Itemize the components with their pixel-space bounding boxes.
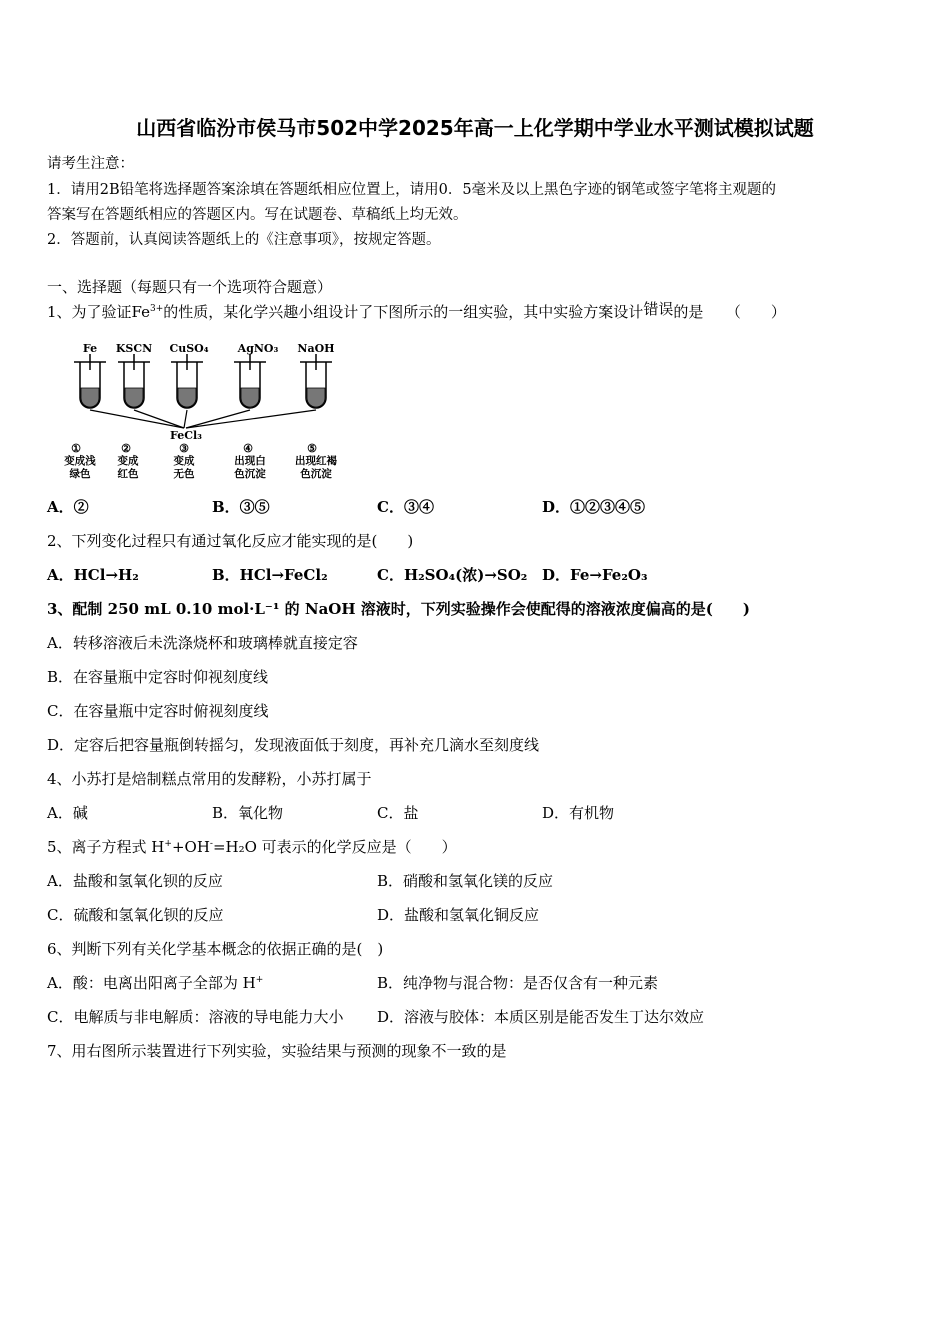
liquid-1 xyxy=(81,388,99,407)
q3-option-c[interactable]: C．在容量瓶中定容时俯视刻度线 xyxy=(47,702,269,720)
q5-option-a[interactable]: A．盐酸和氢氧化钡的反应 xyxy=(47,872,223,890)
q5-stem-part: +OH xyxy=(171,838,210,856)
q5-stem-sup: - xyxy=(209,839,213,849)
notice-item-1-cont: 答案写在答题纸相应的答题区内。写在试题卷、草稿纸上均无效。 xyxy=(47,207,468,223)
q1-option-b[interactable]: B．③⑤ xyxy=(212,498,270,516)
q5-option-d[interactable]: D．盐酸和氢氧化铜反应 xyxy=(377,906,540,924)
tube-number: ② xyxy=(121,442,131,455)
q1-stem-part: 的是 （ ） xyxy=(673,303,786,321)
tube-number: ③ xyxy=(179,442,189,455)
liquid-3 xyxy=(178,388,196,407)
q1-option-c[interactable]: C．③④ xyxy=(377,498,434,516)
q4-option-d[interactable]: D．有机物 xyxy=(542,804,615,822)
q3-option-b[interactable]: B．在容量瓶中定容时仰视刻度线 xyxy=(47,668,269,686)
result-text: 变成 xyxy=(117,455,139,467)
result-text: 色沉淀 xyxy=(234,468,266,480)
liquid-5 xyxy=(307,388,325,407)
liquid-2 xyxy=(125,388,143,407)
q1-stem-sup: 3+ xyxy=(150,304,164,314)
result-text: 出现红褐 xyxy=(295,455,337,467)
q4-option-c[interactable]: C．盐 xyxy=(377,804,419,822)
notice-item-2: 2．答题前，认真阅读答题纸上的《注意事项》，按规定答题。 xyxy=(47,232,441,248)
result-text: 绿色 xyxy=(69,468,91,480)
connector-lines xyxy=(90,410,316,428)
result-text: 红色 xyxy=(117,468,139,480)
result-text: 无色 xyxy=(173,468,195,480)
q5-option-c[interactable]: C．硫酸和氢氧化钡的反应 xyxy=(47,906,224,924)
q1-stem-emphasis: 错误 xyxy=(643,300,674,318)
q2-option-a[interactable]: A．HCl→H₂ xyxy=(47,566,139,584)
q1-test-tube-figure xyxy=(54,340,354,480)
q5-option-b[interactable]: B．硝酸和氢氧化镁的反应 xyxy=(377,872,554,890)
q4-option-b[interactable]: B．氧化物 xyxy=(212,804,284,822)
result-text: 变成 xyxy=(173,455,195,467)
q5-stem-part: 5、离子方程式 H xyxy=(47,838,165,856)
q6-option-c[interactable]: C．电解质与非电解质：溶液的导电能力大小 xyxy=(47,1008,344,1026)
tube-number: ⑤ xyxy=(307,442,317,455)
section-heading: 一、选择题（每题只有一个选项符合题意） xyxy=(47,278,333,296)
q4-option-a[interactable]: A．碱 xyxy=(47,804,88,822)
reagent-label: Fe xyxy=(82,342,98,355)
question-3-stem: 3、配制 250 mL 0.10 mol·L⁻¹ 的 NaOH 溶液时，下列实验操作会使配得的溶液浓度偏高的是( ) xyxy=(47,600,750,618)
q2-option-c[interactable]: C．H₂SO₄(浓)→SO₂ xyxy=(377,566,528,584)
result-text: 出现白 xyxy=(234,455,266,467)
question-6-stem: 6、判断下列有关化学基本概念的依据正确的是( ) xyxy=(47,940,384,958)
q6-option-b[interactable]: B．纯净物与混合物：是否仅含有一种元素 xyxy=(377,974,659,992)
result-text: 色沉淀 xyxy=(300,468,332,480)
q2-option-d[interactable]: D．Fe→Fe₂O₃ xyxy=(542,566,648,584)
q6-option-a[interactable] xyxy=(47,972,263,993)
question-5-stem xyxy=(47,836,457,857)
q2-option-b[interactable]: B．HCl→FeCl₂ xyxy=(212,566,328,584)
liquid-4 xyxy=(241,388,259,407)
result-text: 变成浅 xyxy=(64,455,96,467)
reagent-label: NaOH xyxy=(297,342,335,355)
q1-stem-part: 1、为了验证Fe xyxy=(47,303,151,321)
q5-stem-sup: + xyxy=(164,839,172,849)
page-title: 山西省临汾市侯马市502中学2025年高一上化学期中学业水平测试模拟试题 xyxy=(136,116,814,140)
question-2-stem: 2、下列变化过程只有通过氧化反应才能实现的是( ) xyxy=(47,532,414,550)
q6-option-a-text: A．酸：电离出阳离子全部为 H xyxy=(47,974,256,992)
q6-option-d[interactable]: D．溶液与胶体：本质区别是能否发生丁达尔效应 xyxy=(377,1008,705,1026)
question-7-stem: 7、用右图所示装置进行下列实验，实验结果与预测的现象不一致的是 xyxy=(47,1042,507,1060)
tube-number: ① xyxy=(71,442,81,455)
reagent-label: AgNO₃ xyxy=(237,342,279,355)
center-reagent-label: FeCl₃ xyxy=(170,429,202,442)
q3-option-a[interactable]: A．转移溶液后未洗涤烧杯和玻璃棒就直接定容 xyxy=(47,634,358,652)
tube-number: ④ xyxy=(243,442,253,455)
reagent-label: CuSO₄ xyxy=(169,342,209,355)
notice-item-1: 1．请用2B铅笔将选择题答案涂填在答题纸相应位置上，请用0．5毫米及以上黑色字迹的钢笔或签字笔将主观题的 xyxy=(47,182,777,198)
question-1-stem xyxy=(47,301,786,322)
q3-option-d[interactable]: D．定容后把容量瓶倒转摇匀，发现液面低于刻度，再补充几滴水至刻度线 xyxy=(47,736,540,754)
question-4-stem: 4、小苏打是焙制糕点常用的发酵粉，小苏打属于 xyxy=(47,770,372,788)
q6-option-a-sup: + xyxy=(255,975,264,985)
q1-stem-part: 的性质，某化学兴趣小组设计了下图所示的一组实验，其中实验方案设计 xyxy=(163,303,644,321)
q1-option-a[interactable]: A．② xyxy=(47,498,89,516)
notice-heading: 请考生注意： xyxy=(47,156,134,172)
q5-stem-part: =H₂O 可表示的化学反应是（ ） xyxy=(212,838,457,856)
reagent-label: KSCN xyxy=(115,342,153,355)
q1-option-d[interactable]: D．①②③④⑤ xyxy=(542,498,646,516)
